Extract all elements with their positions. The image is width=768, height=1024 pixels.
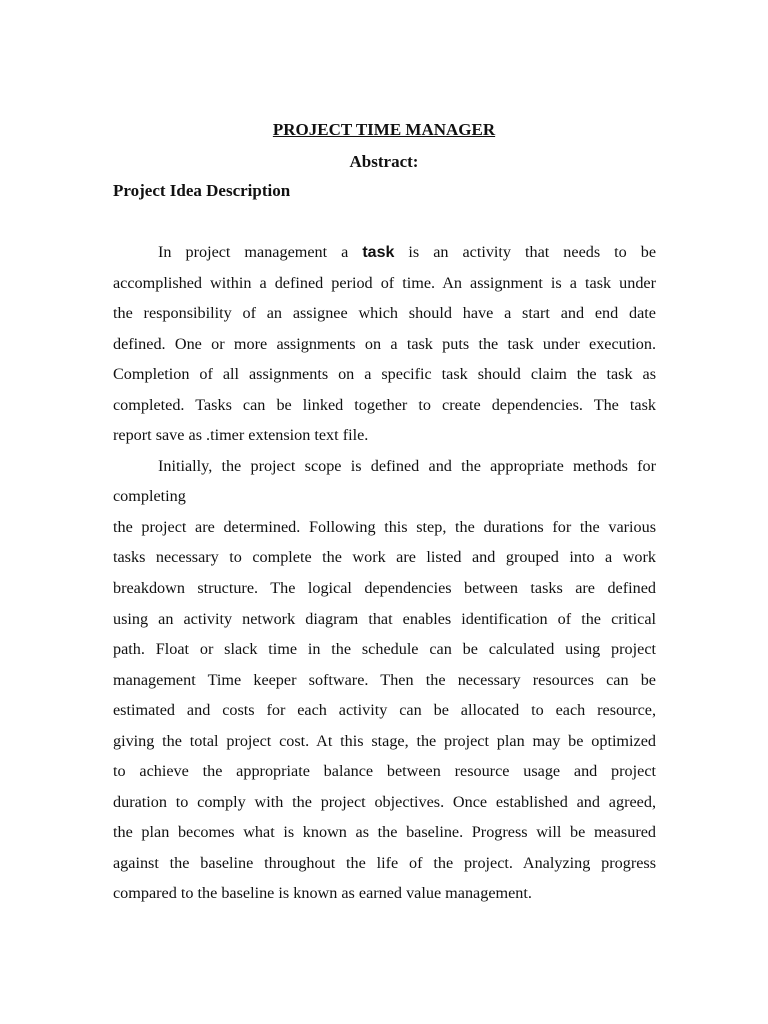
paragraph-2-line: duration to comply with the project objectives. Once established and agreed,	[113, 792, 656, 811]
paragraph-2-line: estimated and costs for each activity can be allocated to each resource,	[113, 701, 656, 720]
paragraph-2-line: tasks necessary to complete the work are listed and grouped into a work	[113, 548, 656, 567]
paragraph-1-line: accomplished within a defined period of time. An assignment is a task under	[113, 273, 656, 292]
paragraph-1-line: report save as .timer extension text file.	[113, 426, 369, 445]
paragraph-2-line: using an activity network diagram that enables identification of the critical	[113, 609, 656, 628]
paragraph-2-line: Initially, the project scope is defined and the appropriate methods for	[158, 456, 656, 475]
paragraph-2-line: the plan becomes what is known as the baseline. Progress will be measured	[113, 823, 656, 842]
document-title: PROJECT TIME MANAGER	[272, 120, 496, 139]
paragraph-2-line: management Time keeper software. Then the necessary resources can be	[113, 670, 656, 689]
paragraph-2-line: to achieve the appropriate balance between resource usage and project	[113, 762, 656, 781]
paragraph-2-line: breakdown structure. The logical dependencies between tasks are defined	[113, 579, 656, 598]
paragraph-1-line: completed. Tasks can be linked together to create dependencies. The task	[113, 395, 656, 414]
paragraph-1-line: defined. One or more assignments on a task puts the task under execution.	[113, 334, 656, 353]
paragraph-2-line: giving the total project cost. At this stage, the project plan may be optimized	[113, 731, 656, 750]
abstract-label: Abstract:	[349, 152, 419, 171]
document-body	[113, 237, 656, 909]
paragraph-1-line: the responsibility of an assignee which should have a start and end date	[113, 304, 656, 323]
task-keyword: task	[362, 244, 395, 261]
paragraph-2-line: completing	[113, 487, 186, 506]
paragraph-1-line-1	[113, 237, 656, 268]
section-heading: Project Idea Description	[113, 181, 291, 200]
paragraph-2-line: compared to the baseline is known as earned value management.	[113, 884, 532, 903]
paragraph-2-line: the project are determined. Following this step, the durations for the various	[113, 517, 656, 536]
paragraph-1-line: Completion of all assignments on a specific task should claim the task as	[113, 365, 656, 384]
paragraph-1-line-1-pre: In project management a	[158, 243, 349, 261]
paragraph-2-line: path. Float or slack time in the schedule can be calculated using project	[113, 640, 656, 659]
paragraph-1-line-1-post: is an activity that needs to be	[408, 243, 657, 261]
paragraph-2-line: against the baseline throughout the life of the project. Analyzing progress	[113, 853, 656, 872]
